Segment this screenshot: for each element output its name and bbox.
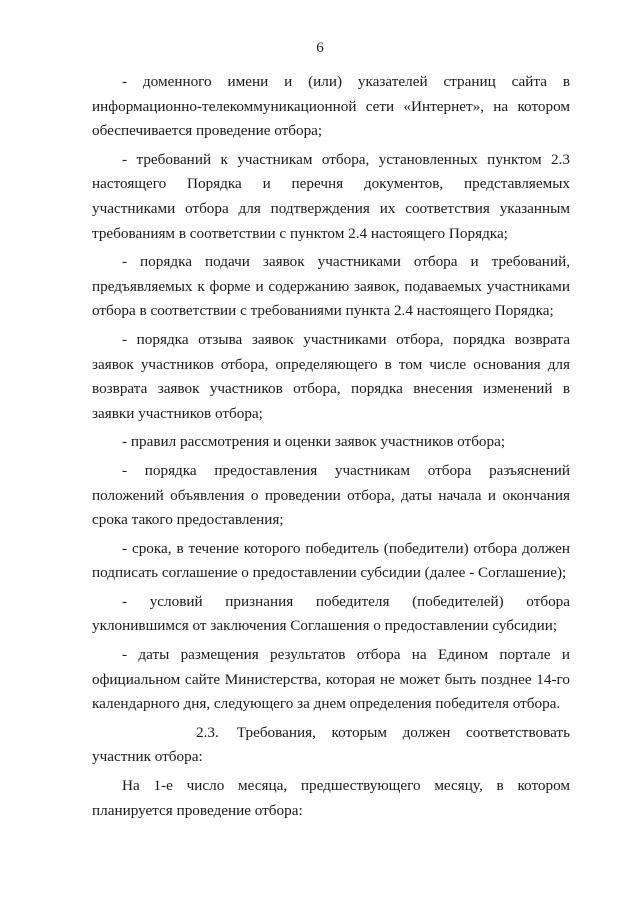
section-heading-2-3 bbox=[92, 721, 570, 770]
section-number: 2.3. bbox=[196, 723, 219, 741]
page-number: 6 bbox=[316, 40, 324, 56]
list-item-results-publication: - даты размещения результатов отбора на Едином портале и официальном сайте Министерства, которая не может быть позднее 14-го календарного дня, следующего за днем определения победителя отбора. bbox=[92, 646, 570, 713]
list-item-participant-requirements: - требований к участникам отбора, установленных пунктом 2.3 настоящего Порядка и перечня документов, представляемых участниками отбора для подтверждения их соответствия указанным требованиям в соответствии с пунктом 2.4 настоящего Порядка; bbox=[92, 150, 570, 242]
list-item-evasion-conditions: - условий признания победителя (победителей) отбора уклонившимся от заключения Соглашения о предоставлении субсидии; bbox=[92, 592, 570, 635]
list-item-clarifications: - порядка предоставления участникам отбора разъяснений положений объявления о проведении отбора, даты начала и окончания срока такого предоставления; bbox=[92, 461, 570, 529]
list-item-application-submission: - порядка подачи заявок участниками отбора и требований, предъявляемых к форме и содержанию заявок, подаваемых участниками отбора в соответствии с требованиями пункта 2.4 настоящего Порядка; bbox=[92, 253, 570, 320]
list-item-application-withdrawal: - порядка отзыва заявок участниками отбора, порядка возврата заявок участников отбора, определяющего в том числе основания для возврата заявок участников отбора, порядка внесения изменений в заявки участников отбора; bbox=[92, 330, 570, 422]
list-item-domain-name: - доменного имени и (или) указателей страниц сайта в информационно-телекоммуникационной сети «Интернет», на котором обеспечивается проведение отбора; bbox=[92, 73, 570, 140]
list-item-review-rules: - правил рассмотрения и оценки заявок участников отбора; bbox=[122, 433, 506, 451]
list-item-agreement-deadline: - срока, в течение которого победитель (победители) отбора должен подписать соглашение о предоставлении субсидии (далее - Соглашение); bbox=[92, 539, 570, 582]
closing-paragraph: На 1-е число месяца, предшествующего месяцу, в котором планируется проведение отбора: bbox=[92, 777, 570, 819]
document-body bbox=[92, 70, 570, 827]
section-text: Требования, которым должен соответствовать участник отбора: bbox=[92, 723, 570, 766]
